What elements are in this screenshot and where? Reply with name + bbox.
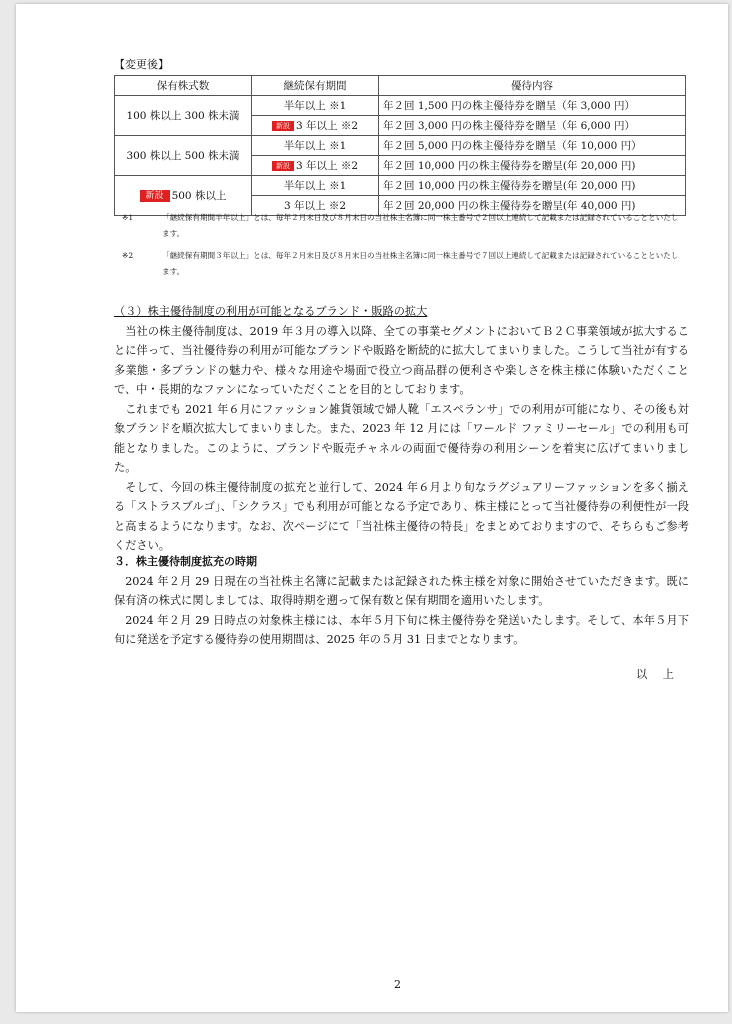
section-title: （３）株主優待制度の利用が可能となるブランド・販路の拡大 [114, 305, 428, 318]
footnote-2 [122, 248, 682, 280]
period-cell: 半年以上 ※1 [252, 96, 379, 116]
benefit-cell: 年２回 10,000 円の株主優待券を贈呈(年 20,000 円) [379, 176, 686, 196]
period-label: 3 年以上 ※2 [295, 159, 359, 172]
table-header-row [115, 76, 686, 96]
new-badge: 新設 [272, 161, 294, 171]
table-row [115, 96, 686, 116]
shares-cell [115, 136, 252, 176]
benefit-cell: 年２回 5,000 円の株主優待券を贈呈（年 10,000 円） [379, 136, 686, 156]
header-shares: 保有株式数 [115, 76, 252, 96]
shares-label: 500 株以上 [171, 189, 227, 202]
period-cell: 半年以上 ※1 [252, 176, 379, 196]
benefit-table [114, 75, 686, 216]
section-title: ３．株主優待制度拡充の時期 [114, 555, 257, 568]
section-timing [114, 552, 689, 650]
shares-label: 300 株以上 500 株未満 [126, 149, 240, 162]
footnote-mark: ※2 [122, 251, 134, 260]
closing-mark: 以 上 [636, 668, 680, 681]
paragraph: 2024 年２月 29 日現在の当社株主名簿に記載または記録された株主様を対象に開始させていただきます。既に保有済の株式に関しましては、取得時期を遡って保有数と保有期間を適用いたします。 [114, 574, 689, 607]
header-period: 継続保有期間 [252, 76, 379, 96]
shares-label: 100 株以上 300 株未満 [126, 109, 240, 122]
benefit-cell: 年２回 1,500 円の株主優待券を贈呈（年 3,000 円） [379, 96, 686, 116]
footnote-text: 「継続保有期間半年以上」とは、毎年２月末日及び８月末日の当社株主名簿に同一株主番号で２回以上連続して記載または記録されていることといたします。 [162, 213, 679, 238]
benefit-cell: 年２回 3,000 円の株主優待券を贈呈（年 6,000 円） [379, 116, 686, 136]
heading-after-change: 【変更後】 [114, 58, 169, 71]
paragraph: そして、今回の株主優待制度の拡充と並行して、2024 年６月より旬なラグジュアリーファッションを多く揃える「ストラスブルゴ」、「シクラス」でも利用が可能となる予定であり、株主様にとって当社優待券の利便性が一段と高まるようになります。なお、次ページにて「当社株主優待の特長」をまとめておりますので、そちらもご参考ください。 [114, 480, 689, 552]
benefit-cell: 年２回 20,000 円の株主優待券を贈呈(年 40,000 円) [379, 196, 686, 216]
paragraph: 当社の株主優待制度は、2019 年３月の導入以降、全ての事業セグメントにおいてＢ２Ｃ事業領域が拡大することに伴って、当社優待券の利用が可能なブランドや販路を断続的に拡大してまいりました。こうして当社が有する多業態・多ブランドの魅力や、様々な用途や場面で役立つ商品群の便利さや楽しさを株主様に体験いただくことで、中・長期的なファンになっていただくことを目的としております。 [114, 324, 689, 396]
header-benefit: 優待内容 [379, 76, 686, 96]
period-label: 3 年以上 ※2 [295, 119, 359, 132]
shares-cell [115, 96, 252, 136]
period-cell [252, 156, 379, 176]
table-row [115, 176, 686, 196]
period-cell: 半年以上 ※1 [252, 136, 379, 156]
footnote-text: 「継続保有期間３年以上」とは、毎年２月末日及び８月末日の当社株主名簿に同一株主番号で７回以上連続して記載または記録されていることといたします。 [162, 251, 679, 276]
period-cell: 3 年以上 ※2 [252, 196, 379, 216]
paragraph: 2024 年２月 29 日時点の対象株主様には、本年５月下旬に株主優待券を発送いたします。そして、本年５月下旬に発送を予定する優待券の使用期間は、2025 年の５月 31 日までとなります。 [114, 613, 689, 646]
page-number: 2 [394, 978, 401, 991]
table-row [115, 136, 686, 156]
period-cell [252, 116, 379, 136]
benefit-cell: 年２回 10,000 円の株主優待券を贈呈(年 20,000 円) [379, 156, 686, 176]
section-brand-expansion [114, 302, 689, 556]
footnote-1 [122, 210, 682, 242]
new-badge: 新設 [140, 190, 170, 202]
new-badge: 新設 [272, 121, 294, 131]
footnote-mark: ※1 [122, 213, 134, 222]
document-page [16, 4, 728, 1012]
paragraph: これまでも 2021 年６月にファッション雑貨領域で婦人靴「エスペランサ」での利用が可能になり、その後も対象ブランドを順次拡大してまいりました。また、2023 年 12 月には「ワールド ファミリーセール」での利用も可能となりました。このように、ブランドや販売チャネルの両面で優待券の利用シーンを着実に広げてまいりました。 [114, 402, 689, 474]
